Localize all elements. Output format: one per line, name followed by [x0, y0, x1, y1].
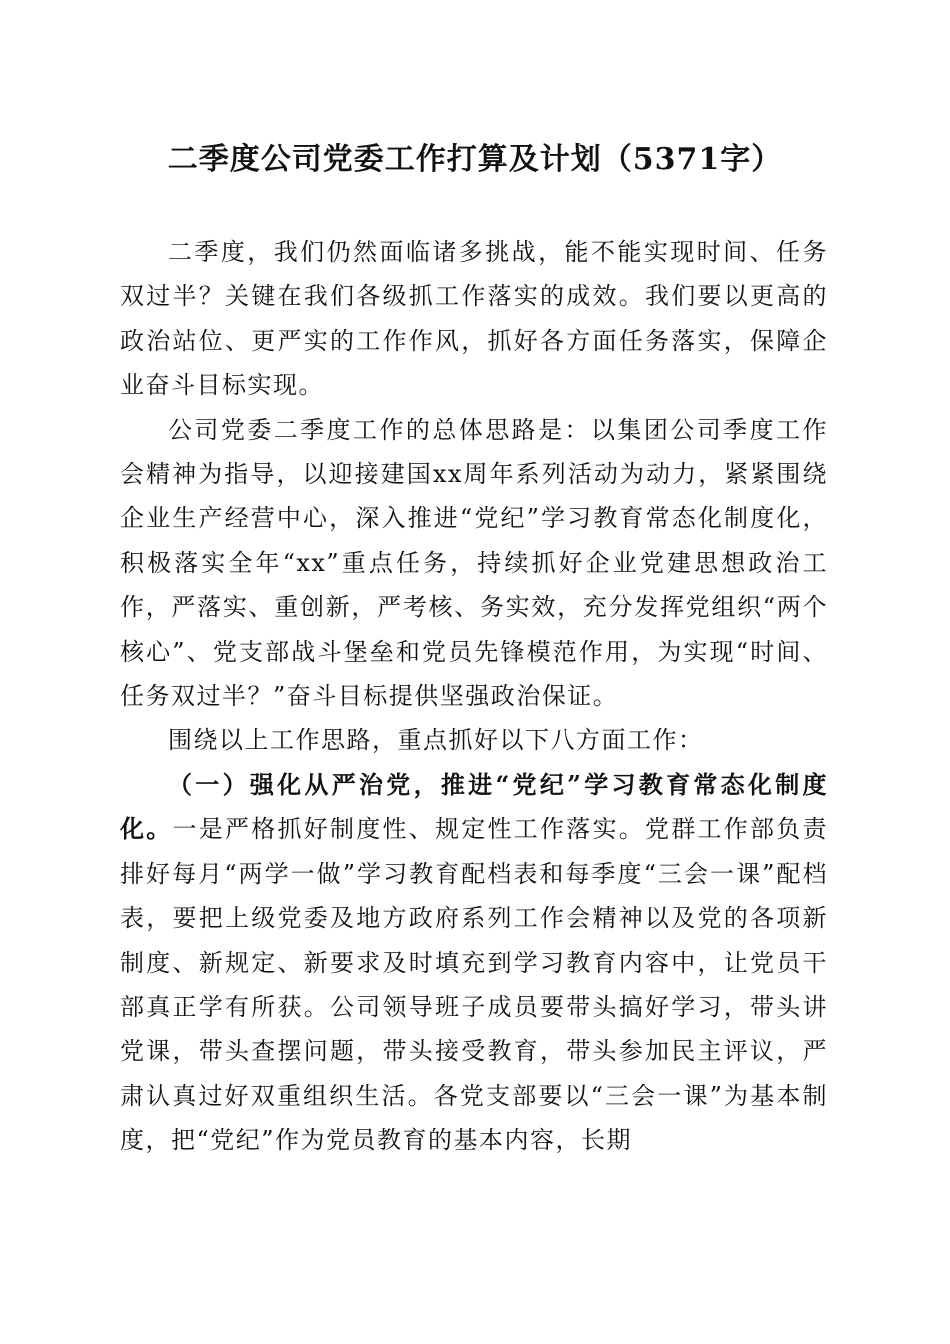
section-1-paragraph: [120, 763, 828, 1163]
paragraph-intro: 二季度，我们仍然面临诸多挑战，能不能实现时间、任务双过半？关键在我们各级抓工作落实的成效。我们要以更高的政治站位、更严实的工作作风，抓好各方面任务落实，保障企业奋斗目标实现。: [120, 238, 828, 400]
paragraph-eight-aspects: 围绕以上工作思路，重点抓好以下八方面工作：: [168, 726, 704, 755]
document-body: [120, 230, 828, 1163]
document-title: 二季度公司党委工作打算及计划（5371字）: [167, 142, 783, 177]
section-1-body: 一是严格抓好制度性、规定性工作落实。党群工作部负责排好每月“两学一做”学习教育配档表和每季度“三会一课”配档表，要把上级党委及地方政府系列工作会精神以及党的各项新制度、新规定、新要求及时填充到学习教育内容中，让党员干部真正学有所获。公司领导班子成员要带头搞好学习，带头讲党课，带头查摆问题，带头接受教育，带头参加民主评议，严肃认真过好双重组织生活。各党支部要以“三会一课”为基本制度，把“党纪”作为党员教育的基本内容，长期: [120, 815, 828, 1155]
section-1-heading: （一）强化从严治党，推进“党纪”学习教育常态化制度化。: [120, 769, 828, 844]
paragraph-overall-approach: 公司党委二季度工作的总体思路是：以集团公司季度工作会精神为指导，以迎接建国xx周年系列活动为动力，紧紧围绕企业生产经营中心，深入推进“党纪”学习教育常态化制度化，积极落实全年“xx”重点任务，持续抓好企业党建思想政治工作，严落实、重创新，严考核、务实效，充分发挥党组织“两个核心”、党支部战斗堡垒和党员先锋模范作用，为实现“时间、任务双过半？”奋斗目标提供坚强政治保证。: [120, 415, 828, 711]
